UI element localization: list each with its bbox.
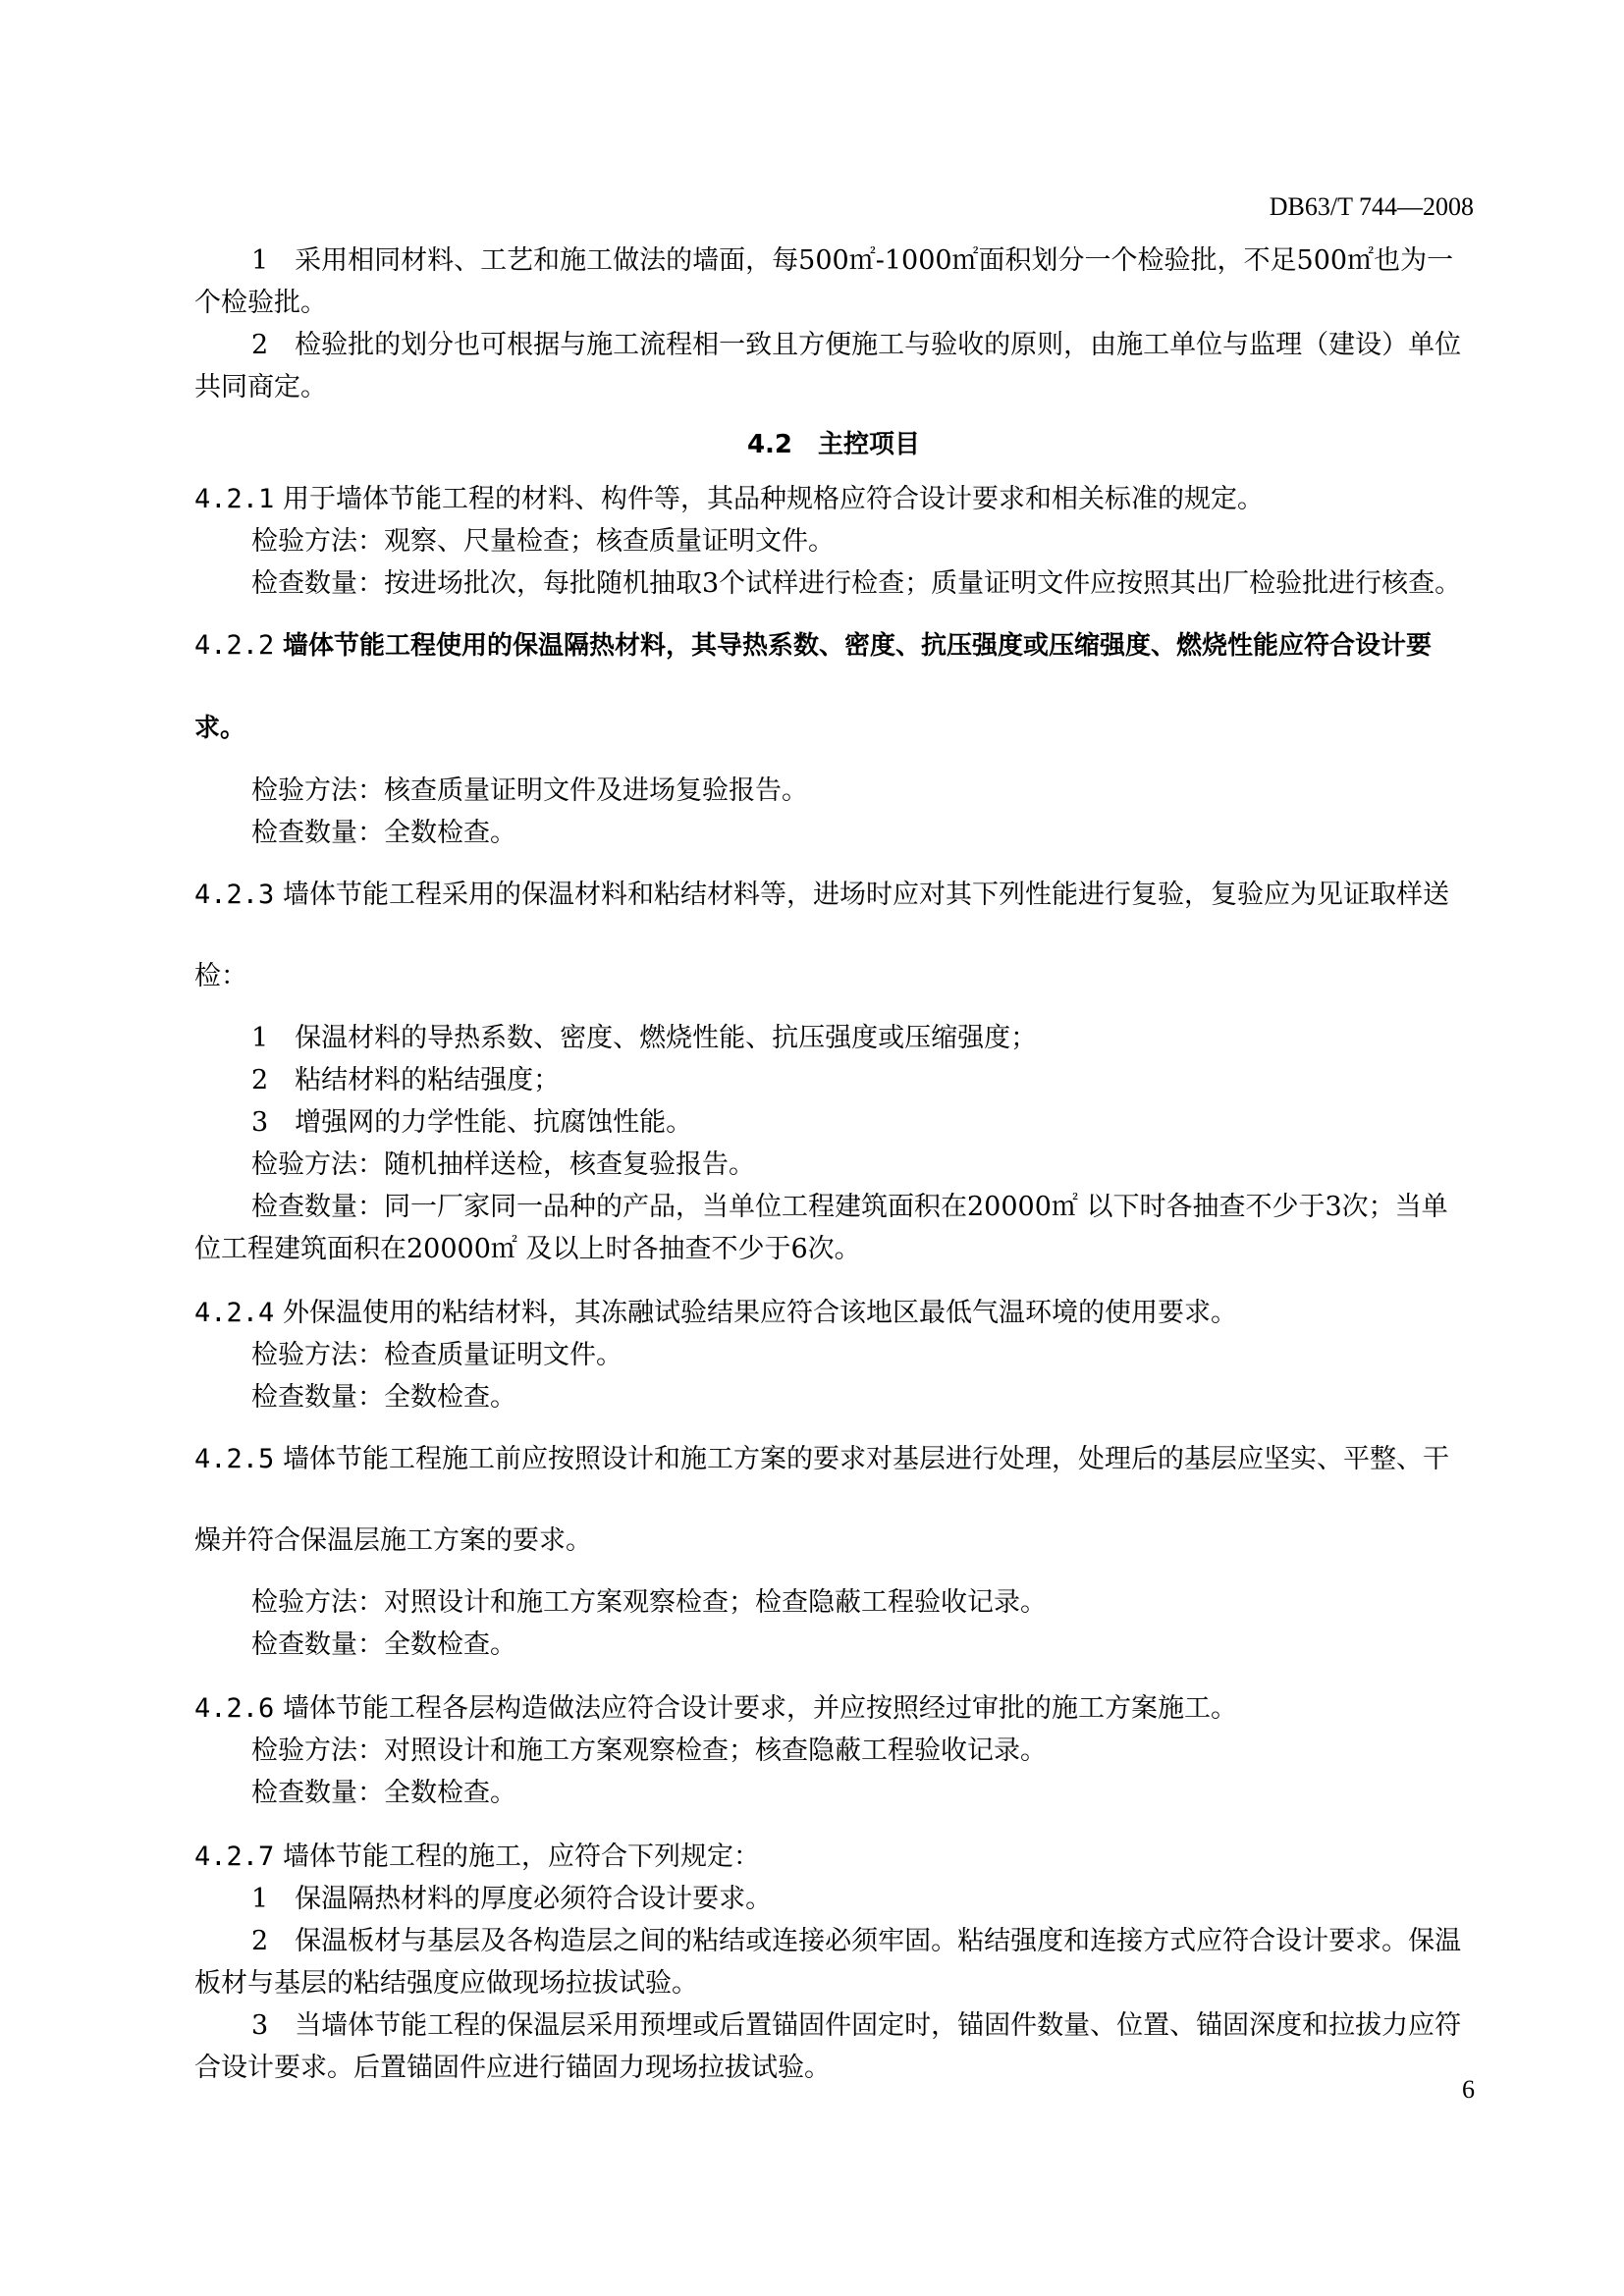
page-content [194, 240, 1473, 2089]
inspection-quantity: 检查数量：全数检查。 [251, 1629, 516, 1660]
inspection-quantity: 检查数量：全数检查。 [251, 1778, 516, 1808]
clause-text: 外保温使用的粘结材料，其冻融试验结果应符合该地区最低气温环境的使用要求。 [283, 1298, 1237, 1328]
inspection-method: 检验方法：对照设计和施工方案观察检查；检查隐蔽工程验收记录。 [251, 1587, 1047, 1618]
clause-number: 4.2.4 [194, 1298, 275, 1328]
sub-item-3: 3 增强网的力学性能、抗腐蚀性能。 [251, 1107, 693, 1138]
clause-number: 4.2.3 [194, 880, 275, 910]
clause-text: 墙体节能工程的施工，应符合下列规定： [283, 1842, 760, 1872]
inspection-method: 检验方法：核查质量证明文件及进场复验报告。 [251, 775, 808, 806]
clause-number: 4.2.6 [194, 1693, 275, 1724]
inspection-method: 检验方法：对照设计和施工方案观察检查；核查隐蔽工程验收记录。 [251, 1735, 1047, 1766]
inspection-quantity: 检查数量：同一厂家同一品种的产品，当单位工程建筑面积在20000㎡ 以下时各抽查不少于3次；当单位工程建筑面积在20000㎡ 及以上时各抽查不少于6次。 [194, 1192, 1448, 1264]
clause-number: 4.2.5 [194, 1444, 275, 1474]
sub-item-2: 2 保温板材与基层及各构造层之间的粘结或连接必须牢固。粘结强度和连接方式应符合设计要求。保温板材与基层的粘结强度应做现场拉拔试验。 [194, 1926, 1462, 1999]
clause-text: 用于墙体节能工程的材料、构件等，其品种规格应符合设计要求和相关标准的规定。 [283, 484, 1264, 514]
clause-4-2-3 [194, 854, 1473, 1017]
standard-code-header: DB63/T 744—2008 [1269, 192, 1474, 221]
clause-text: 墙体节能工程使用的保温隔热材料，其导热系数、密度、抗压强度或压缩强度、燃烧性能应符合设计要求。 [194, 631, 1433, 743]
sub-item-1: 1 保温材料的导热系数、密度、燃烧性能、抗压强度或压缩强度； [251, 1023, 1038, 1053]
inspection-quantity: 检查数量：全数检查。 [251, 1382, 516, 1413]
clause-4-2-2 [194, 605, 1473, 770]
inspection-method: 检验方法：检查质量证明文件。 [251, 1340, 623, 1370]
sub-item-3: 3 当墙体节能工程的保温层采用预埋或后置锚固件固定时，锚固件数量、位置、锚固深度和拉拔力应符合设计要求。后置锚固件应进行锚固力现场拉拔试验。 [194, 2010, 1462, 2083]
clause-number: 4.2.7 [194, 1842, 275, 1872]
paragraph-rule-2: 2 检验批的划分也可根据与施工流程相一致且方便施工与验收的原则，由施工单位与监理（建设）单位共同商定。 [194, 330, 1462, 402]
clause-text: 墙体节能工程采用的保温材料和粘结材料等，进场时应对其下列性能进行复验，复验应为见证取样送检： [194, 880, 1449, 991]
inspection-method: 检验方法：观察、尺量检查；核查质量证明文件。 [251, 526, 835, 557]
clause-number: 4.2.2 [194, 630, 275, 661]
clause-4-2-5 [194, 1418, 1473, 1581]
sub-item-1: 1 保温隔热材料的厚度必须符合设计要求。 [251, 1884, 773, 1914]
section-heading: 4.2 主控项目 [746, 430, 921, 459]
paragraph-rule-1: 1 采用相同材料、工艺和施工做法的墙面，每500㎡-1000㎡面积划分一个检验批，不足500㎡也为一个检验批。 [194, 245, 1454, 318]
inspection-method: 检验方法：随机抽样送检，核查复验报告。 [251, 1149, 755, 1180]
clause-4-2-4 [194, 1292, 1473, 1334]
inspection-quantity: 检查数量：全数检查。 [251, 818, 516, 848]
clause-number: 4.2.1 [194, 484, 275, 514]
sub-item-2: 2 粘结材料的粘结强度； [251, 1065, 561, 1095]
clause-4-2-1 [194, 478, 1473, 520]
clause-text: 墙体节能工程各层构造做法应符合设计要求，并应按照经过审批的施工方案施工。 [283, 1693, 1237, 1724]
page-number: 6 [1462, 2075, 1475, 2104]
inspection-quantity: 检查数量：按进场批次，每批随机抽取3个试样进行检查；质量证明文件应按照其出厂检验批进行核查。 [251, 568, 1462, 599]
clause-4-2-7 [194, 1836, 1473, 1878]
clause-text: 墙体节能工程施工前应按照设计和施工方案的要求对基层进行处理，处理后的基层应坚实、平整、干燥并符合保温层施工方案的要求。 [194, 1444, 1449, 1556]
clause-4-2-6 [194, 1687, 1473, 1730]
